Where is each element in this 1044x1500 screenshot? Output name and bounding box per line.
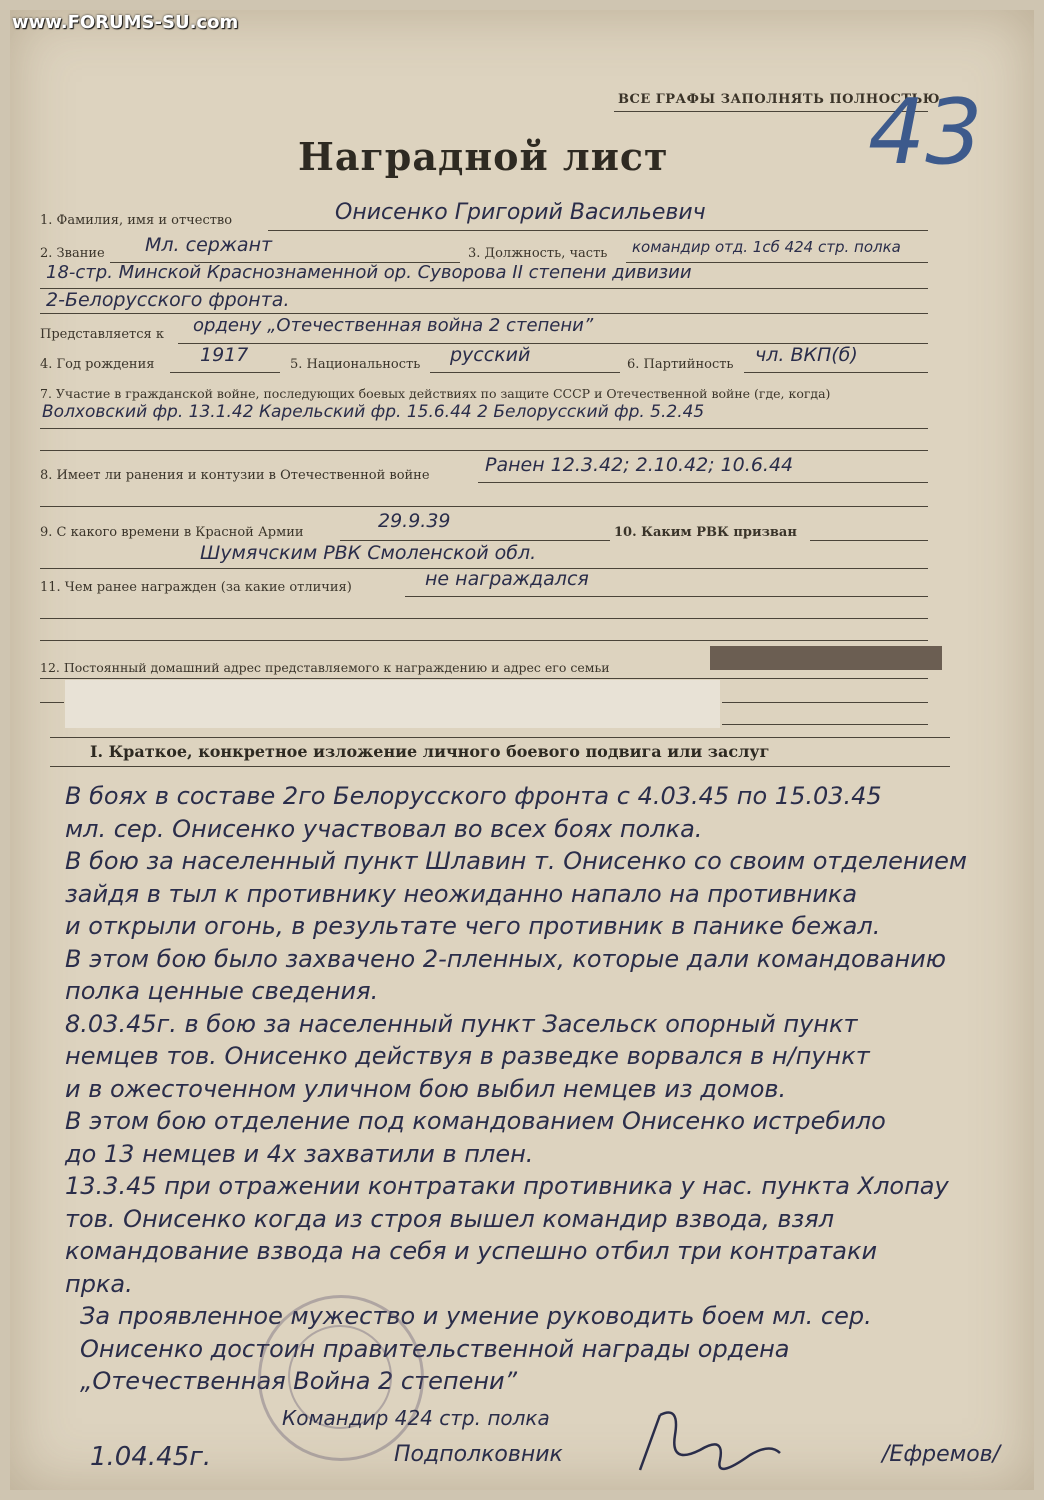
- field-2-label: 2. Звание: [40, 246, 105, 261]
- field-9-label: 9. С какого времени в Красной Армии: [40, 525, 304, 540]
- narrative-line: и в ожесточенном уличном бою выбил немцев из домов.: [65, 1074, 787, 1103]
- field-4-value: 1917: [200, 344, 249, 366]
- nominated-for-value: ордену „Отечественная война 2 степени”: [193, 315, 594, 336]
- field-11-label: 11. Чем ранее награжден (за какие отличия): [40, 580, 352, 595]
- field-5-value: русский: [450, 344, 531, 366]
- narrative-line: 13.3.45 при отражении контратаки противника у нас. пункта Хлопау: [65, 1172, 949, 1200]
- corner-number: 43: [868, 80, 983, 185]
- narrative-line: полка ценные сведения.: [65, 977, 379, 1005]
- field-9-line: [340, 540, 610, 541]
- field-11-line-3: [40, 640, 928, 641]
- commander-name: /Ефремов/: [882, 1442, 1001, 1467]
- narrative-line: командование взвода на себя и успешно отбил три контратаки: [65, 1237, 878, 1265]
- commander-title: Командир 424 стр. полка: [282, 1406, 550, 1430]
- narrative-line: до 13 немцев и 4х захватили в плен.: [65, 1139, 534, 1168]
- field-4-line: [170, 372, 280, 373]
- narrative-line: За проявленное мужество и умение руководить боем мл. сер.: [80, 1302, 872, 1330]
- commander-rank: Подполковник: [394, 1442, 563, 1467]
- fill-all-notice: ВСЕ ГРАФЫ ЗАПОЛНЯТЬ ПОЛНОСТЬЮ: [618, 92, 941, 107]
- field-1-line: [268, 230, 928, 231]
- field-5-line: [430, 372, 620, 373]
- narrative-line: Онисенко достоин правительственной награды ордена: [80, 1334, 790, 1363]
- field-3-label: 3. Должность, часть: [468, 246, 608, 261]
- narrative-line: зайдя в тыл к противнику неожиданно напало на противника: [65, 879, 858, 908]
- redacted-block: [710, 646, 942, 670]
- field-8-value: Ранен 12.3.42; 2.10.42; 10.6.44: [485, 454, 794, 476]
- narrative-line: В этом бою отделение под командованием Онисенко истребило: [65, 1107, 886, 1135]
- field-6-label: 6. Партийность: [627, 357, 734, 372]
- field-9-value: 29.9.39: [378, 510, 451, 532]
- field-3-value-1: командир отд. 1сб 424 стр. полка: [632, 238, 901, 256]
- page-title: Наградной лист: [298, 134, 669, 179]
- field-8-line-1: [478, 482, 928, 483]
- field-12-label: 12. Постоянный домашний адрес представляемого к награждению и адрес его семьи: [40, 660, 610, 675]
- field-6-value: чл. ВКП(б): [755, 344, 858, 366]
- narrative-line: мл. сер. Онисенко участвовал во всех боях полка.: [65, 814, 703, 843]
- narrative-line: В этом бою было захвачено 2-пленных, которые дали командованию: [65, 944, 946, 973]
- field-6-line: [744, 372, 928, 373]
- section-1-heading: I. Краткое, конкретное изложение личного боевого подвига или заслуг: [90, 742, 770, 761]
- narrative-line: немцев тов. Онисенко действуя в разведке ворвался в н/пункт: [65, 1042, 870, 1070]
- signature-mark: [630, 1395, 790, 1485]
- field-7-line-1: [40, 428, 928, 429]
- narrative-line: „Отечественная Война 2 степени”: [80, 1367, 518, 1395]
- field-8-label: 8. Имеет ли ранения и контузии в Отечественной войне: [40, 468, 430, 483]
- field-11-line-1: [405, 596, 928, 597]
- award-date: 1.04.45г.: [90, 1442, 212, 1472]
- field-10-value: Шумячским РВК Смоленской обл.: [200, 542, 537, 564]
- narrative-line: В бою за населенный пункт Шлавин т. Онисенко со своим отделением: [65, 847, 968, 875]
- field-12-line-2: [40, 702, 64, 703]
- narrative-line: В боях в составе 2го Белорусского фронта с 4.03.45 по 15.03.45: [65, 782, 882, 810]
- narrative-line: 8.03.45г. в бою за населенный пункт Засельск опорный пункт: [65, 1009, 858, 1038]
- field-3-value-2: 18-стр. Минской Краснознаменной ор. Суворова II степени дивизии: [46, 262, 692, 283]
- field-8-line-2: [40, 506, 928, 507]
- field-3-value-3: 2-Белорусского фронта.: [46, 289, 290, 311]
- field-12-line-2b: [722, 702, 928, 703]
- field-10-line-1: [810, 540, 928, 541]
- field-4-label: 4. Год рождения: [40, 357, 155, 372]
- award-sheet: [10, 10, 1034, 1490]
- field-2-value: Мл. сержант: [145, 234, 273, 256]
- field-5-label: 5. Национальность: [290, 357, 421, 372]
- redacted-address-area: [65, 680, 720, 728]
- section-rule-top: [50, 737, 950, 738]
- section-rule-bottom: [50, 766, 950, 767]
- narrative-line: и открыли огонь, в результате чего противник в панике бежал.: [65, 912, 881, 940]
- narrative-line: прка.: [65, 1269, 133, 1298]
- field-11-line-2: [40, 618, 928, 619]
- field-7-line-2: [40, 450, 928, 451]
- field-10-label: 10. Каким РВК призван: [614, 525, 797, 540]
- field-1-label: 1. Фамилия, имя и отчество: [40, 213, 233, 228]
- forum-watermark: www.FORUMS-SU.com: [12, 12, 239, 33]
- field-12-line-1: [40, 678, 928, 679]
- field-3-line-3: [40, 313, 928, 314]
- field-7-label: 7. Участие в гражданской войне, последующих боевых действиях по защите СССР и Отечественной войне (где, когда): [40, 386, 831, 401]
- nominated-for-label: Представляется к: [40, 327, 164, 342]
- narrative-line: тов. Онисенко когда из строя вышел командир взвода, взял: [65, 1204, 835, 1233]
- field-1-value: Онисенко Григорий Васильевич: [335, 200, 706, 225]
- field-11-value: не награждался: [425, 568, 589, 590]
- field-12-line-3: [722, 724, 928, 725]
- field-7-value: Волховский фр. 13.1.42 Карельский фр. 15.6.44 2 Белорусский фр. 5.2.45: [42, 402, 705, 422]
